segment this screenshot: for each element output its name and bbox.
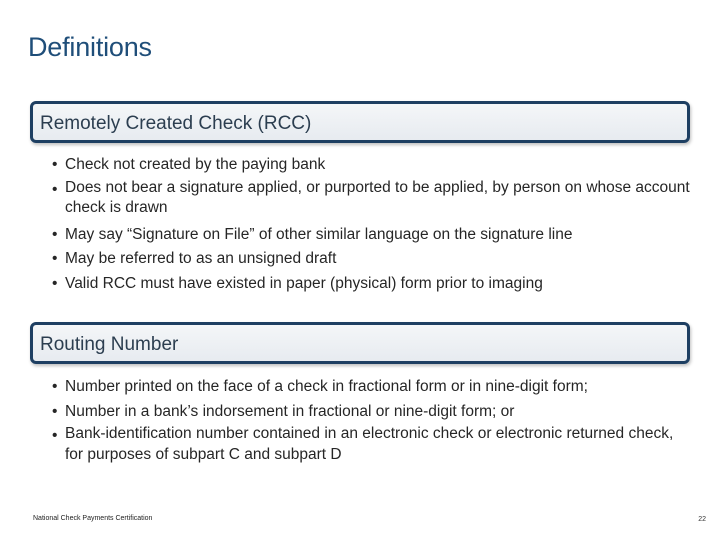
section-header-routing-number: [30, 322, 690, 364]
list-item-text: • Bank-identification number contained in an electronic check or electronic returned check, for purposes of subpart C and subpart D: [65, 425, 674, 463]
section-heading: Routing Number: [40, 334, 179, 355]
list-item: • Check not created by the paying bank: [50, 153, 690, 178]
list-item-text: • Does not bear a signature applied, or purported to be applied, by person on whose account check is drawn: [65, 178, 690, 216]
list-item: • Number in a bank’s indorsement in fractional or nine-digit form; or: [50, 400, 690, 425]
section-heading: Remotely Created Check (RCC): [40, 113, 312, 134]
list-item: • May say “Signature on File” of other similar language on the signature line: [50, 223, 690, 248]
page-title: Definitions: [28, 32, 152, 62]
footer-organization: National Check Payments Certification: [33, 515, 153, 522]
list-item: • Valid RCC must have existed in paper (physical) form prior to imaging: [50, 272, 690, 297]
list-item: • Number printed on the face of a check in fractional form or in nine-digit form;: [50, 375, 690, 400]
page-number: 22: [698, 516, 706, 523]
list-item: [50, 424, 690, 465]
list-item: [50, 178, 690, 219]
list-item: • May be referred to as an unsigned draft: [50, 247, 690, 272]
routing-bullet-list: [50, 375, 690, 469]
section-header-rcc: [30, 101, 690, 143]
rcc-bullet-list: [50, 153, 690, 296]
